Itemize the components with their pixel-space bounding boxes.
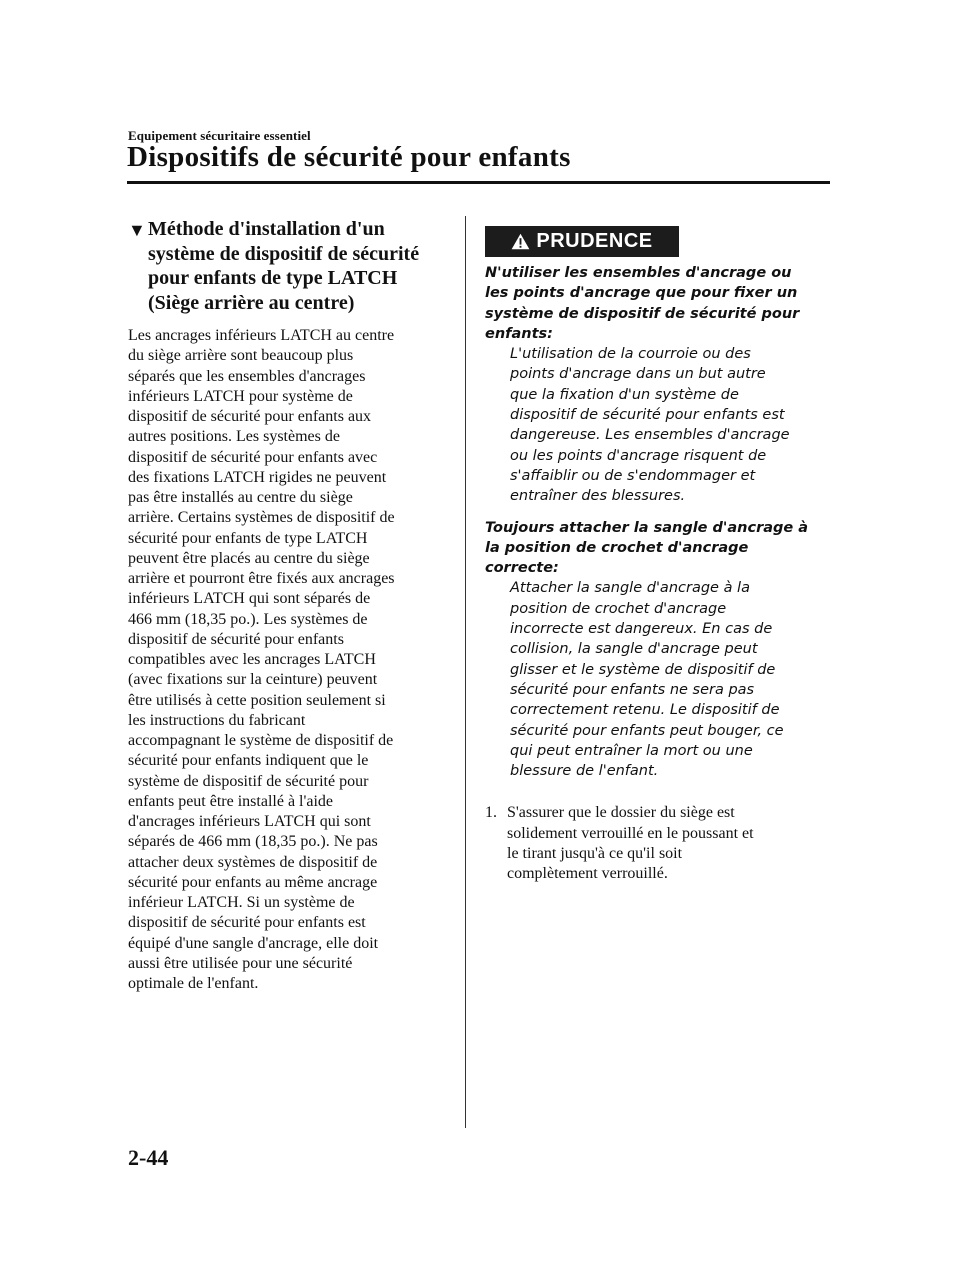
step-number: 1. — [485, 804, 497, 822]
sub-heading-text: Méthode d'installation d'un système de dispositif de sécurité pour enfants de type LATCH (Siège arrière au centre) — [148, 218, 420, 314]
title-rule — [127, 181, 830, 184]
triangle-marker-icon: ▼ — [128, 220, 146, 240]
section-label: Equipement sécuritaire essentiel — [128, 128, 311, 143]
caution-banner — [485, 226, 679, 257]
warning-title: Toujours attacher la sangle d'ancrage à la position de crochet d'ancrage correcte: — [485, 519, 809, 577]
step-text: S'assurer que le dossier du siège est solidement verrouillé en le poussant et le tirant jusqu'à ce qu'il soit complètement verrouillé. — [507, 804, 754, 883]
step-item — [485, 803, 835, 884]
right-column — [485, 226, 835, 884]
page-number: 2-44 — [128, 1145, 169, 1170]
warning-exclamation-icon — [511, 233, 530, 250]
warning-body: Attacher la sangle d'ancrage à la position de crochet d'ancrage incorrecte est dangereux. En cas de collision, la sangle d'ancrage peut glisser et le système de dispositif de sécurité pour enfants ne sera pas correctement retenu. Le dispositif de sécurité pour enfants peut bouger, ce qui peut entraîner la mort ou une blessure de l'enfant. — [510, 580, 784, 780]
body-paragraph: Les ancrages inférieurs LATCH au centre du siège arrière sont beaucoup plus séparés que les ensembles d'ancrages inférieurs LATCH pour système de dispositif de sécurité pour enfants aux autres positions. Les systèmes de dispositif de sécurité pour enfants avec des fixations LATCH rigides ne peuvent pas être installés au centre du siège arrière. Certains systèmes de dispositif de sécurité pour enfants de type LATCH peuvent être placés au centre du siège arrière et pourront être fixés aux ancrages inférieurs LATCH qui sont séparés de 466 mm (18,35 po.). Les systèmes de dispositif de sécurité pour enfants compatibles avec les ancrages LATCH (avec fixations sur la ceinture) peuvent être utilisés à cette position seulement si les instructions du fabricant accompagnant le système de dispositif de sécurité pour enfants indiquent que le système de dispositif de sécurité pour enfants peut être installé à l'aide d'ancrages inférieurs LATCH qui sont séparés de 466 mm (18,35 po.). Ne pas attacher deux systèmes de dispositif de sécurité pour enfants au même ancrage inférieur LATCH. Si un système de dispositif de sécurité pour enfants est équipé d'une sangle d'ancrage, elle doit aussi être utilisée pour une sécurité optimale de l'enfant. — [128, 327, 395, 992]
warning-body: L'utilisation de la courroie ou des points d'ancrage dans un but autre que la fixation d'un système de dispositif de sécurité pour enfants est dangereuse. Les ensembles d'ancrage ou les points d'ancrage risquent de s'affaiblir ou de s'endommager et entraîner des blessures. — [510, 346, 790, 505]
warning-block — [485, 263, 835, 507]
left-column — [128, 217, 438, 994]
warning-title: N'utiliser les ensembles d'ancrage ou les points d'ancrage que pour fixer un système de dispositif de sécurité pour enfants: — [485, 265, 800, 342]
warning-block — [485, 518, 835, 782]
sub-heading — [128, 217, 438, 315]
page-title: Dispositifs de sécurité pour enfants — [127, 141, 571, 173]
column-divider — [465, 216, 466, 1128]
caution-label: PRUDENCE — [536, 230, 653, 252]
